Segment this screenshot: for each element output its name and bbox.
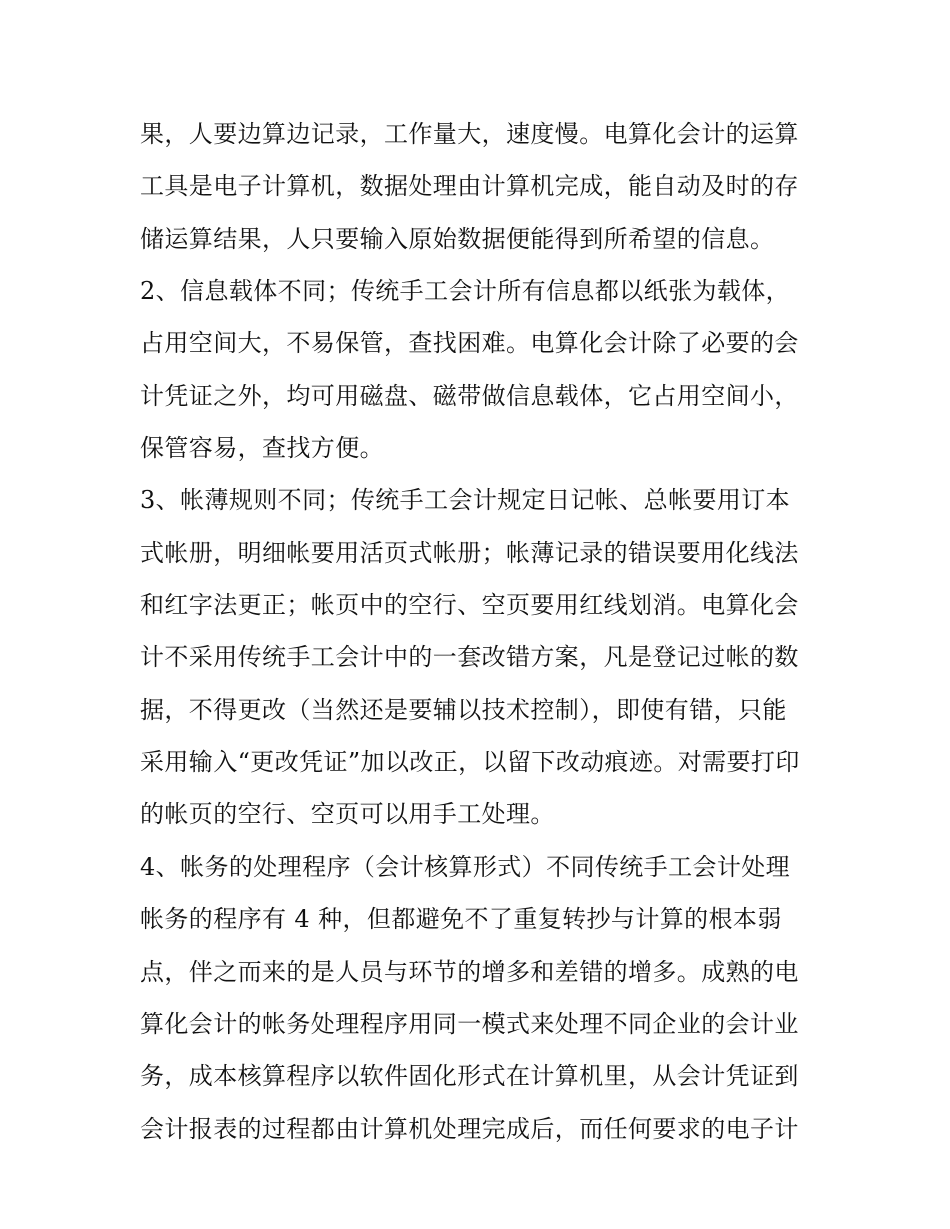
document-body-text: [140, 108, 820, 1155]
text-line: 果，人要边算边记录，工作量大，速度慢。电算化会计的运算: [140, 120, 799, 148]
text-line: 会计报表的过程都由计算机处理完成后，而任何要求的电子计: [140, 1114, 799, 1143]
text-line: 保管容易，查找方便。: [140, 434, 384, 463]
text-line: 工具是电子计算机，数据处理由计算机完成，能自动及时的存: [140, 172, 799, 201]
text-line: 储运算结果，人只要输入原始数据便能得到所希望的信息。: [140, 224, 775, 253]
text-line: 3、帐薄规则不同；传统手工会计规定日记帐、总帐要用订本: [140, 486, 791, 515]
text-line: 2、信息载体不同；传统手工会计所有信息都以纸张为载体，: [140, 277, 791, 306]
text-line: 的帐页的空行、空页可以用手工处理。: [140, 800, 555, 829]
text-line: 占用空间大，不易保管，查找困难。电算化会计除了必要的会: [140, 329, 799, 358]
text-line: 算化会计的帐务处理程序用同一模式来处理不同企业的会计业: [140, 1009, 799, 1038]
text-line: 计不采用传统手工会计中的一套改错方案，凡是登记过帐的数: [140, 643, 799, 672]
text-line: 采用输入“更改凭证”加以改正，以留下改动痕迹。对需要打印: [140, 748, 800, 777]
text-line: 据，不得更改（当然还是要辅以技术控制），即使有错，只能: [140, 695, 787, 724]
text-line: 式帐册，明细帐要用活页式帐册；帐薄记录的错误要用化线法: [140, 538, 799, 567]
text-line: 4、帐务的处理程序（会计核算形式）不同传统手工会计处理: [140, 852, 791, 881]
text-line: 务，成本核算程序以软件固化形式在计算机里，从会计凭证到: [140, 1062, 799, 1091]
text-line: 计凭证之外，均可用磁盘、磁带做信息载体，它占用空间小，: [140, 381, 799, 410]
text-line: 和红字法更正；帐页中的空行、空页要用红线划消。电算化会: [140, 591, 799, 620]
text-line: 帐务的程序有 4 种，但都避免不了重复转抄与计算的根本弱: [140, 905, 782, 934]
text-line: 点，伴之而来的是人员与环节的增多和差错的增多。成熟的电: [140, 957, 799, 986]
